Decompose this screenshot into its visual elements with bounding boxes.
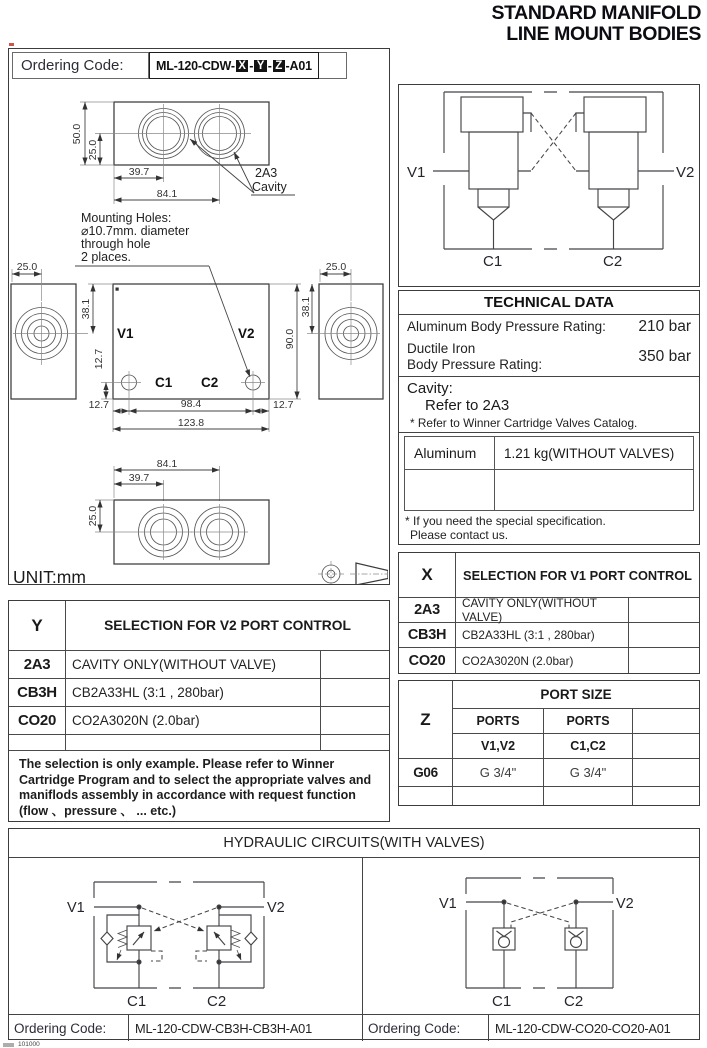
co20-right-check-valve <box>565 928 587 950</box>
cavity-label: Cavity: <box>407 380 453 397</box>
cavity-callout <box>190 139 295 195</box>
cb3h-left-counterbalance-valve <box>101 915 162 962</box>
x-row-2a3-empty <box>629 598 699 623</box>
ordering-code-value: ML-120-CDW- X - Y - Z -A01 <box>149 52 319 79</box>
technical-footnote-line1: * If you need the special specification. <box>405 514 606 528</box>
co20-ordering-code: ML-120-CDW-CO20-CO20-A01 <box>495 1020 671 1036</box>
mounting-note-l2: ⌀10.7mm. diameter <box>81 224 190 238</box>
cb3h-right-counterbalance-valve <box>196 915 257 962</box>
dim-127-bl: 12.7 <box>88 399 109 411</box>
co20-pilot-cross-lines <box>507 903 573 928</box>
cb3h-boundary <box>94 882 264 988</box>
cb3h-pilot-cross-lines <box>142 908 216 931</box>
ordering-code-z-chip: Z <box>273 60 285 72</box>
dim-397-bottom: 39.7 <box>128 472 150 484</box>
print-artifact-mark <box>9 43 14 46</box>
cb3h-port-v2: V2 <box>267 900 285 916</box>
y-table-note: The selection is only example. Please refer to Winner Cartridge Program and to select the appropriate valves and maniflods assembly in accordance with request function (flow 、pressure 、 ... etc.) <box>19 757 372 818</box>
y-empty-r3 <box>321 735 389 751</box>
third-angle-projection-icon <box>318 561 388 584</box>
ordering-code-empty-cell <box>319 52 347 79</box>
ordering-code-strip <box>12 52 347 79</box>
x-row-co20-desc: CO2A3020N (2.0bar) <box>456 648 629 673</box>
y-selection-table <box>8 600 390 822</box>
top-view-dimensions <box>71 102 220 204</box>
co20-ordering-label: Ordering Code: <box>363 1015 489 1041</box>
valve-schematic-svg <box>399 85 698 285</box>
cb3h-ordering-label: Ordering Code: <box>9 1015 129 1041</box>
front-view-port-v1: V1 <box>117 326 134 341</box>
cb3h-port-c1: C1 <box>127 993 147 1010</box>
y-row-co20-empty <box>321 707 389 735</box>
y-row-2a3-desc: CAVITY ONLY(WITHOUT VALVE) <box>66 651 321 679</box>
y-row-co20-code: CO20 <box>9 707 66 735</box>
cb3h-port-v1: V1 <box>67 900 85 916</box>
z-sub-empty-2 <box>633 734 699 759</box>
dim-397-top: 39.7 <box>128 166 150 178</box>
y-empty-r1 <box>9 735 66 751</box>
cavity-callout-line1: 2A3 <box>255 166 278 180</box>
co20-left-check-valve <box>493 928 515 950</box>
dim-841-top: 84.1 <box>156 188 178 200</box>
y-row-cb3h-code: CB3H <box>9 679 66 707</box>
schematic-port-v1: V1 <box>407 164 426 181</box>
co20-port-v2: V2 <box>616 896 634 912</box>
schematic-pilot-cross-lines <box>531 113 576 171</box>
z-empty-r1 <box>399 787 453 805</box>
unit-label: UNIT:mm <box>13 567 86 584</box>
co20-port-v1: V1 <box>439 896 457 912</box>
x-row-cb3h-empty <box>629 623 699 648</box>
cavity-value: Refer to 2A3 <box>425 397 510 414</box>
technical-data-title: TECHNICAL DATA <box>399 291 699 315</box>
front-view-port-c1: C1 <box>155 375 173 390</box>
ordering-code-label: Ordering Code: <box>12 52 149 79</box>
schematic-port-c2: C2 <box>603 253 623 270</box>
dim-127-left: 12.7 <box>93 348 105 370</box>
x-table-header: SELECTION FOR V1 PORT CONTROL <box>456 553 699 598</box>
dim-90: 90.0 <box>284 328 296 350</box>
y-row-cb3h-empty <box>321 679 389 707</box>
z-ports-v-header: PORTS <box>453 709 544 734</box>
dim-127-br: 12.7 <box>273 399 294 411</box>
pressure-rating-aluminum-value: 210 bar <box>638 318 691 335</box>
x-row-cb3h-desc: CB2A33HL (3:1 , 280bar) <box>456 623 629 648</box>
schematic-port-v2: V2 <box>676 164 695 181</box>
y-row-co20-desc: CO2A3020N (2.0bar) <box>66 707 321 735</box>
dim-25-left: 25.0 <box>16 261 38 273</box>
y-table-header: SELECTION FOR V2 PORT CONTROL <box>66 601 389 651</box>
z-empty-r2 <box>453 787 544 805</box>
dim-841-bottom: 84.1 <box>156 458 178 470</box>
dimension-drawing-svg <box>9 81 388 584</box>
schematic-left-cartridge <box>433 97 531 249</box>
pressure-rating-ductile-row <box>399 338 699 377</box>
page-title-line1: STANDARD MANIFOLD <box>491 2 701 24</box>
page-title <box>492 3 701 44</box>
z-row-g06-csize: G 3/4" <box>544 759 633 787</box>
z-ports-c-header: PORTS <box>544 709 633 734</box>
mounting-note-l4: 2 places. <box>81 250 132 264</box>
cavity-callout-line2: Cavity <box>252 180 287 194</box>
front-view-dimensions <box>12 261 351 432</box>
x-row-co20-code: CO20 <box>399 648 456 673</box>
co20-ordering-row <box>363 1014 699 1041</box>
y-row-cb3h-desc: CB2A33HL (3:1 , 280bar) <box>66 679 321 707</box>
page-title-line2: LINE MOUNT BODIES <box>506 22 701 45</box>
co20-boundary <box>466 878 613 988</box>
ordering-code-suffix: -A01 <box>285 58 312 73</box>
y-empty-r2 <box>66 735 321 751</box>
top-view-geometry <box>114 102 269 165</box>
ductile-label-line1: Ductile Iron <box>407 341 476 356</box>
ordering-code-prefix: ML-120-CDW- <box>156 58 235 73</box>
technical-data-section <box>398 290 700 545</box>
x-selection-table <box>398 552 700 674</box>
cb3h-ordering-code: ML-120-CDW-CB3H-CB3H-A01 <box>135 1020 313 1036</box>
weight-value-cell: 1.21 kg(WITHOUT VALVES) <box>495 437 693 470</box>
x-row-2a3-code: 2A3 <box>399 598 456 623</box>
mounting-note-l3: through hole <box>81 237 151 251</box>
z-table-key: Z <box>399 681 453 759</box>
y-table-key: Y <box>9 601 66 651</box>
valve-schematic-section <box>398 84 700 287</box>
z-table-header: PORT SIZE <box>453 681 699 709</box>
ductile-label-line2: Body Pressure Rating: <box>407 356 543 372</box>
z-row-g06-empty <box>633 759 699 787</box>
bottom-view-geometry <box>87 458 269 564</box>
z-ports-c-names: C1,C2 <box>544 734 633 759</box>
weight-empty-cell-1 <box>405 470 495 510</box>
cavity-info-block <box>399 377 699 433</box>
co20-port-c1: C1 <box>492 993 512 1010</box>
x-row-co20-empty <box>629 648 699 673</box>
x-row-2a3-desc: CAVITY ONLY(WITHOUT VALVE) <box>456 598 629 623</box>
circuit-panel-cb3h <box>9 858 363 1041</box>
x-table-key: X <box>399 553 456 598</box>
y-row-2a3-empty <box>321 651 389 679</box>
y-row-2a3-code: 2A3 <box>9 651 66 679</box>
cb3h-ordering-row <box>9 1014 362 1041</box>
weight-empty-cell-2 <box>495 470 693 510</box>
ordering-code-x-chip: X <box>236 60 248 72</box>
z-row-g06-code: G06 <box>399 759 453 787</box>
weight-table <box>404 436 694 511</box>
mounting-note-l1: Mounting Holes: <box>81 211 172 225</box>
hydraulic-circuits-section <box>8 828 700 1040</box>
z-empty-r4 <box>633 787 699 805</box>
technical-footnote-line2: Please contact us. <box>410 527 509 542</box>
weight-material-cell: Aluminum <box>405 437 495 470</box>
dim-381-right: 38.1 <box>300 296 312 318</box>
dim-1238: 123.8 <box>177 417 205 429</box>
dim-50: 50.0 <box>71 123 83 145</box>
z-port-size-table <box>398 680 700 806</box>
ordering-code-y-chip: Y <box>254 60 266 72</box>
z-sub-empty-1 <box>633 709 699 734</box>
z-ports-v-names: V1,V2 <box>453 734 544 759</box>
dim-25-bottom: 25.0 <box>87 505 99 527</box>
footer-illegible-mark <box>3 1043 14 1047</box>
front-view-port-v2: V2 <box>238 326 255 341</box>
schematic-boundary <box>444 92 663 249</box>
dim-25-right: 25.0 <box>325 261 347 273</box>
circuit-panel-co20 <box>363 858 699 1041</box>
dim-984: 98.4 <box>180 398 202 410</box>
dim-25-top: 25.0 <box>87 139 99 161</box>
dimension-drawing-section <box>8 48 390 585</box>
pressure-rating-aluminum-label: Aluminum Body Pressure Rating: <box>407 319 606 335</box>
x-row-cb3h-code: CB3H <box>399 623 456 648</box>
cavity-note: * Refer to Winner Cartridge Valves Catalog. <box>410 416 638 430</box>
footer-code-text: 101000 <box>18 1041 40 1048</box>
cb3h-port-c2: C2 <box>207 993 227 1010</box>
technical-footnote <box>399 511 699 542</box>
pressure-rating-ductile-label <box>407 341 542 372</box>
z-row-g06-vsize: G 3/4" <box>453 759 544 787</box>
front-view-geometry <box>11 284 383 399</box>
z-empty-r3 <box>544 787 633 805</box>
dim-381-left: 38.1 <box>80 298 92 320</box>
pressure-rating-aluminum-row <box>399 315 699 338</box>
hydraulic-circuits-title: HYDRAULIC CIRCUITS(WITH VALVES) <box>9 829 699 858</box>
circuit-cb3h-svg <box>9 858 361 1013</box>
co20-port-c2: C2 <box>564 993 584 1010</box>
front-view-port-c2: C2 <box>201 375 219 390</box>
pressure-rating-ductile-value: 350 bar <box>638 347 691 365</box>
schematic-right-cartridge <box>576 97 674 249</box>
schematic-port-c1: C1 <box>483 253 503 270</box>
footer-form-number <box>3 1041 40 1048</box>
circuit-co20-svg <box>363 858 699 1013</box>
